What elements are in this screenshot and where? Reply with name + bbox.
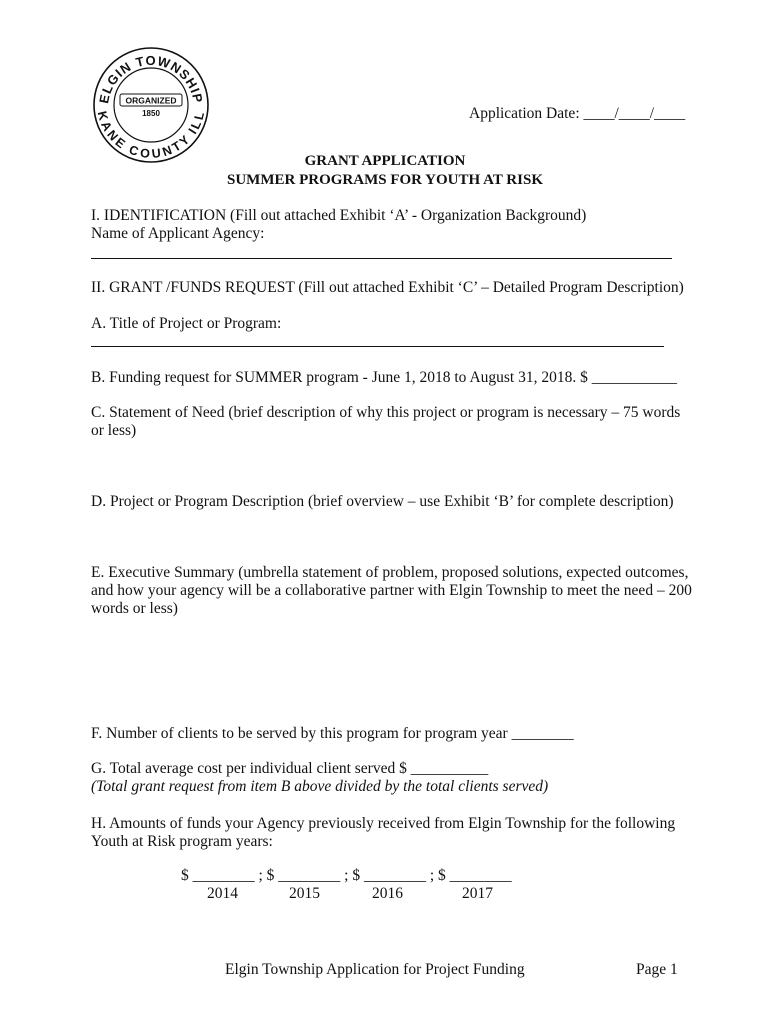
year-label-2017: 2017	[462, 885, 493, 902]
page-number: Page 1	[636, 961, 678, 978]
form-subtitle: SUMMER PROGRAMS FOR YOUTH AT RISK	[227, 172, 543, 188]
year-label-2014: 2014	[207, 885, 238, 902]
prior-funding-amounts[interactable]: $ ________ ; $ ________ ; $ ________ ; $ ________	[181, 867, 512, 884]
executive-summary-label-cont: and how your agency will be a collaborative partner with Elgin Township to meet the need – 200	[91, 582, 692, 599]
prior-funding-label-cont: Youth at Risk program years:	[91, 833, 273, 850]
project-title-input-line[interactable]	[91, 346, 664, 347]
program-description-label: D. Project or Program Description (brief overview – use Exhibit ‘B’ for complete description)	[91, 493, 674, 510]
funding-request-field[interactable]: B. Funding request for SUMMER program - June 1, 2018 to August 31, 2018. $ ___________	[91, 369, 677, 386]
township-seal-logo	[92, 46, 210, 164]
svg-text:ORGANIZED: ORGANIZED	[125, 95, 177, 106]
svg-text:KANE COUNTY ILL: KANE COUNTY ILL	[94, 109, 208, 162]
clients-served-field[interactable]: F. Number of clients to be served by this program for program year ________	[91, 725, 574, 742]
application-date-field[interactable]: Application Date: ____/____/____	[469, 105, 686, 122]
section-grant-request-heading: II. GRANT /FUNDS REQUEST (Fill out attached Exhibit ‘C’ – Detailed Program Description)	[91, 279, 684, 296]
svg-text:1850: 1850	[142, 109, 160, 118]
form-title: GRANT APPLICATION	[304, 153, 466, 169]
year-label-2016: 2016	[372, 885, 403, 902]
svg-text:ELGIN TOWNSHIP: ELGIN TOWNSHIP	[96, 52, 206, 105]
statement-of-need-label: C. Statement of Need (brief description of why this project or program is necessary – 75 words	[91, 404, 681, 421]
applicant-agency-label: Name of Applicant Agency:	[91, 225, 265, 242]
prior-funding-label: H. Amounts of funds your Agency previously received from Elgin Township for the following	[91, 815, 676, 832]
executive-summary-label: E. Executive Summary (umbrella statement of problem, proposed solutions, expected outcomes,	[91, 564, 689, 581]
applicant-agency-input-line[interactable]	[91, 258, 672, 259]
executive-summary-label-cont2: words or less)	[91, 600, 178, 617]
average-cost-note: (Total grant request from item B above divided by the total clients served)	[91, 778, 549, 795]
footer-title: Elgin Township Application for Project Funding	[225, 961, 525, 978]
average-cost-field[interactable]: G. Total average cost per individual client served $ __________	[91, 760, 489, 777]
section-identification-heading: I. IDENTIFICATION (Fill out attached Exhibit ‘A’ - Organization Background)	[91, 207, 587, 224]
statement-of-need-label-cont: or less)	[91, 422, 137, 439]
year-label-2015: 2015	[289, 885, 320, 902]
project-title-label: A. Title of Project or Program:	[91, 315, 282, 332]
